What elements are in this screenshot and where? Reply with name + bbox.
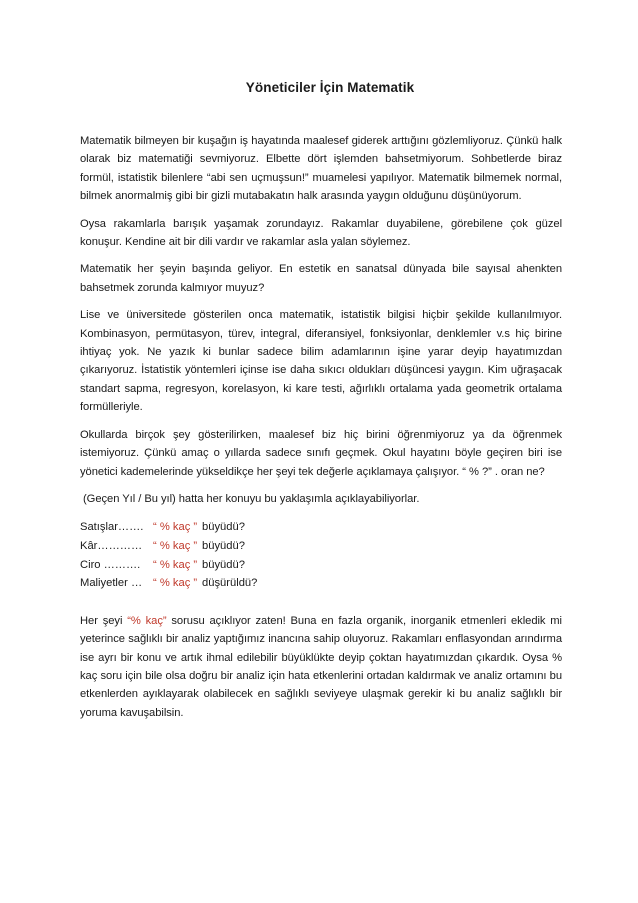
paragraph-4: Lise ve üniversitede gösterilen onca matematik, istatistik bilgisi hiçbir şekilde kullanılmıyor. Kombinasyon, permütasyon, türev, integral, diferansiyel, fonksiyonlar, denklemler v.s hiç birine ihtiyaç yok. Ne yazık ki bunlar sadece bilim adamlarının işine yarar deyip hayatımızdan çıkarıyoruz. İstatistik yöntemleri içinse ise daha sıkıcı oldukları düşüncesi yaygın. Kim uğraşacak standart sapma, regresyon, korelasyon, ki kare testi, ağırlıklı ortalama yada geometrik ortalama formülleriyle. (80, 309, 562, 414)
page-title: Yöneticiler İçin Matematik (245, 80, 415, 95)
list-item-label: Ciro ………. (80, 558, 141, 571)
list-item-label: Kâr………… (80, 539, 143, 552)
list-item-suffix: düşürüldü? (202, 577, 258, 590)
list-item (80, 556, 562, 575)
list-item-suffix: büyüdü? (202, 521, 245, 534)
list-item-suffix: büyüdü? (202, 539, 245, 552)
list-item-highlight: “ % kaç ” (153, 558, 198, 571)
list-item-highlight: “ % kaç ” (153, 539, 198, 552)
paragraph-1: Matematik bilmeyen bir kuşağın iş hayatında maalesef giderek arttığını gözlemliyoruz. Çünkü halk olarak biz matematiği sevmiyoruz. Elbette dört işlemden bahsetmiyorum. Sohbetlerde biraz formül, istatistik bilenlere “abi sen uçmuşsun!” muamelesi yapılıyor. Matematik bilmemek normal, bilmek anormalmiş gibi bir gizli mutabakatın halk arasında yaygın olduğunu düşünüyorum. (80, 135, 562, 203)
closing-paragraph (80, 612, 562, 722)
list-item (80, 518, 562, 537)
list-item-highlight: “ % kaç ” (153, 521, 198, 534)
paragraph-2: Oysa rakamlarla barışık yaşamak zorundayız. Rakamlar duyabilene, görebilene çok güzel konuşur. Kendine ait bir dili vardır ve rakamlar asla yalan söylemez. (80, 217, 562, 249)
closing-highlight: “% kaç” (127, 614, 167, 627)
list-item (80, 574, 562, 593)
paragraph-5: Okullarda birçok şey gösterilirken, maalesef biz hiç birini öğrenmiyoruz ya da öğrenmek istemiyoruz. Çünkü amaç o yıllarda sadece sınıfı geçmek. Okul hayatını böyle geçiren biri ise yönetici kademelerinde yükseldikçe her şeyi tek değerle açıklamaya çalışıyor. “ % ?” . oran ne? (80, 428, 562, 478)
closing-prefix: Her şeyi (80, 614, 128, 627)
list-item-suffix: büyüdü? (202, 558, 245, 571)
list-item-label: Maliyetler … (80, 577, 143, 590)
list-item (80, 537, 562, 556)
list-item-label: Satışlar……. (80, 521, 144, 534)
note-paragraph: (Geçen Yıl / Bu yıl) hatta her konuyu bu yaklaşımla açıklayabiliyorlar. (83, 492, 420, 505)
paragraph-3: Matematik her şeyin başında geliyor. En estetik en sanatsal dünyada bile sayısal ahenkten bahsetmek zorunda kalmıyor muyuz? (80, 263, 562, 294)
closing-rest: sorusu açıklıyor zaten! Buna en fazla organik, inorganik etmenleri ekledik mi yeterince sağlıklı bir analiz yaptığımız inancına sahip oluyoruz. Rakamları enflasyondan arındırma ise ayrı bir konu ve artık ihmal edilebilir büyüklükte deyip çoktan hayatımızdan çıkardık. Oysa % kaç soru için bile olsa doğru bir analiz için hata etkenlerini ortadan kaldırmak ve analiz ortamını bu etkenlerden ayıklayarak olabilecek en sağlıklı seviyeye ulaşmak gerekir ki bu analiz sağlıklı bir yoruma kavuşabilsin. (80, 614, 562, 719)
percentage-list (80, 518, 562, 592)
list-item-highlight: “ % kaç ” (153, 577, 198, 590)
